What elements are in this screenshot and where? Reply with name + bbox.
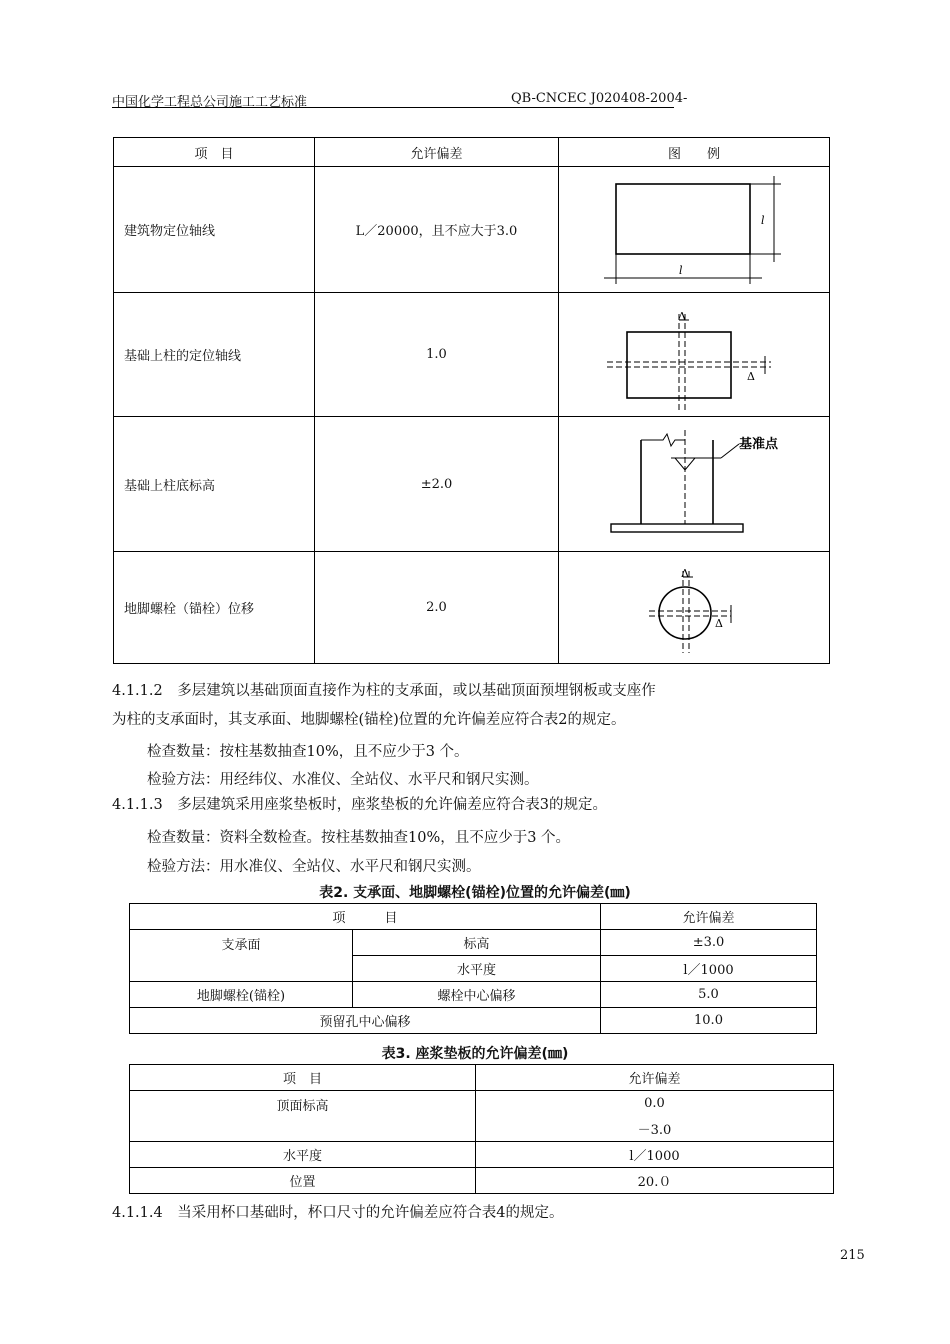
t3-levelness-tol: l／1000 xyxy=(476,1142,834,1168)
para-inspection-quantity-2: 检查数量：资料全数检查。按柱基数抽查10%，且不应少于3 个。 xyxy=(147,830,571,846)
para-inspection-method-1: 检验方法：用经纬仪、水准仪、全站仪、水平尺和钢尺实测。 xyxy=(147,772,539,788)
t3-position: 位置 xyxy=(130,1168,476,1194)
t3-position-tol: 20.０ xyxy=(476,1168,834,1194)
table2-caption: 表2. 支承面、地脚螺栓(锚栓)位置的允许偏差(㎜) xyxy=(319,885,631,901)
t2-header-item: 项 目 xyxy=(130,904,601,930)
t1-row3-item: 基础上柱底标高 xyxy=(114,417,315,552)
delta-label-bolt-side: Δ xyxy=(715,616,723,630)
t1-row1-item: 建筑物定位轴线 xyxy=(114,167,315,293)
t3-header-item: 项 目 xyxy=(130,1065,476,1091)
rectangle-dimension-figure xyxy=(559,168,829,292)
header-left: 中国化学工程总公司施工工艺标准 xyxy=(112,95,308,110)
page-number: 215 xyxy=(840,1248,865,1263)
datum-label: 基准点 xyxy=(739,436,779,452)
anchor-bolt-figure xyxy=(559,553,829,663)
para-inspection-quantity-1: 检查数量：按柱基数抽查10%，且不应少于3 个。 xyxy=(147,744,469,760)
t2-anchor-bolt: 地脚螺栓(锚栓) xyxy=(130,982,353,1008)
delta-label-side: Δ xyxy=(747,369,755,383)
dim-label-l-horizontal: l xyxy=(679,263,683,277)
t2-elevation: 标高 xyxy=(353,930,601,956)
t3-levelness: 水平度 xyxy=(130,1142,476,1168)
column-base-elevation-figure xyxy=(559,418,829,551)
para-4-1-1-2-line1: 4.1.1.2 多层建筑以基础顶面直接作为柱的支承面，或以基础顶面预埋钢板或支座作 xyxy=(112,683,656,699)
para-4-1-1-3: 4.1.1.3 多层建筑采用座浆垫板时，座浆垫板的允许偏差应符合表3的规定。 xyxy=(112,797,607,813)
dim-label-l-vertical: l xyxy=(761,213,765,227)
t1-row3-figure xyxy=(559,417,830,552)
t1-row1-tolerance: L／20000，且不应大于3.0 xyxy=(315,167,559,293)
t2-reserved-hole-offset-tol: 10.0 xyxy=(601,1008,817,1034)
t1-row2-tolerance: 1.0 xyxy=(315,293,559,417)
header-rule xyxy=(112,107,674,108)
delta-label-top: Δ xyxy=(678,309,686,323)
column-axis-figure xyxy=(559,294,829,416)
para-inspection-method-2: 检验方法：用水准仪、全站仪、水平尺和钢尺实测。 xyxy=(147,859,481,875)
t3-top-elevation-lower: －3.0 xyxy=(476,1116,834,1142)
header-right: QB-CNCEC J020408-2004- xyxy=(511,91,688,106)
t1-header-tolerance: 允许偏差 xyxy=(315,138,559,167)
t1-row2-figure xyxy=(559,293,830,417)
t1-row4-figure xyxy=(559,552,830,664)
t1-row1-figure xyxy=(559,167,830,293)
t1-header-item: 项 目 xyxy=(114,138,315,167)
t2-header-tolerance: 允许偏差 xyxy=(601,904,817,930)
t2-bolt-center-offset: 螺栓中心偏移 xyxy=(353,982,601,1008)
t2-levelness-tol: l／1000 xyxy=(601,956,817,982)
t2-reserved-hole-offset: 预留孔中心偏移 xyxy=(130,1008,601,1034)
t1-row4-item: 地脚螺栓（锚栓）位移 xyxy=(114,552,315,664)
delta-label-bolt-top: Δ xyxy=(681,566,689,580)
t3-header-tolerance: 允许偏差 xyxy=(476,1065,834,1091)
t1-row3-tolerance: ±2.0 xyxy=(315,417,559,552)
tolerance-table-2 xyxy=(129,903,817,1034)
t3-top-elevation: 顶面标高 xyxy=(130,1091,476,1142)
tolerance-table-1 xyxy=(113,137,830,664)
t1-header-figure: 图 例 xyxy=(559,138,830,167)
t2-support-surface: 支承面 xyxy=(130,930,353,982)
t1-row2-item: 基础上柱的定位轴线 xyxy=(114,293,315,417)
para-4-1-1-2-line2: 为柱的支承面时，其支承面、地脚螺栓(锚栓)位置的允许偏差应符合表2的规定。 xyxy=(112,712,626,728)
t1-row4-tolerance: 2.0 xyxy=(315,552,559,664)
t2-elevation-tol: ±3.0 xyxy=(601,930,817,956)
para-4-1-1-4: 4.1.1.4 当采用杯口基础时，杯口尺寸的允许偏差应符合表4的规定。 xyxy=(112,1205,564,1221)
table3-caption: 表3. 座浆垫板的允许偏差(㎜) xyxy=(381,1046,569,1062)
tolerance-table-3 xyxy=(129,1064,834,1194)
t2-bolt-center-offset-tol: 5.0 xyxy=(601,982,817,1008)
t2-levelness: 水平度 xyxy=(353,956,601,982)
t3-top-elevation-upper: 0.0 xyxy=(476,1091,834,1117)
